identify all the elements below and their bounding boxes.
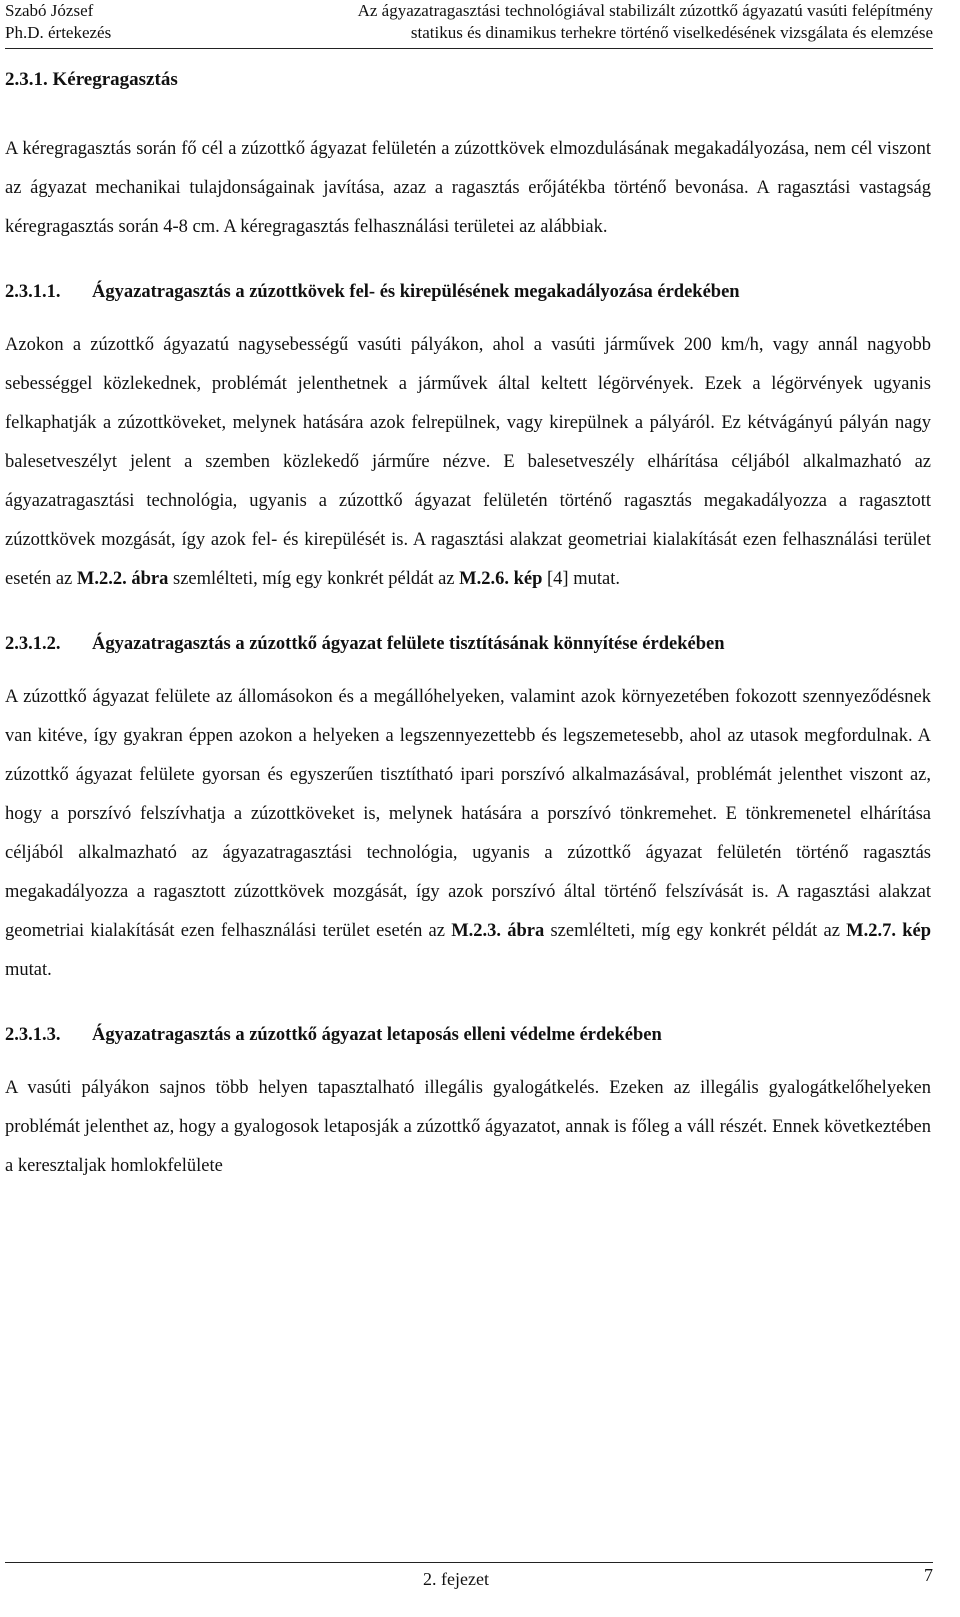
subsection-2-heading (5, 632, 931, 656)
subsection-2 (5, 632, 931, 990)
subsection-3-heading (5, 1023, 931, 1047)
page-header (5, 0, 933, 49)
footer-page-number: 7 (924, 1565, 933, 1585)
subsection-1-paragraph (5, 326, 931, 599)
subsection-3-paragraph: A vasúti pályákon sajnos több helyen tapasztalható illegális gyalogátkelés. Ezeken az illegális gyalogátkelőhelyeken problémát jelenthet az, hogy a gyalogosok letaposják a zúzottkő ágyazatot, annak is főleg a váll részét. Ennek következtében a keresztaljak homlokfelülete (5, 1078, 931, 1176)
subsection-1-number: 2.3.1.1. (5, 282, 61, 302)
subsection-1-ref-figure: M.2.2. ábra (76, 569, 169, 589)
subsection-3-title: Ágyazatragasztás a zúzottkő ágyazat letaposás elleni védelme érdekében (92, 1025, 662, 1045)
page-content (5, 68, 931, 1186)
subsection-1-title: Ágyazatragasztás a zúzottkövek fel- és kirepülésének megakadályozása érdekében (92, 282, 740, 302)
header-author: Szabó József (5, 1, 94, 20)
subsection-2-text-b: szemlélteti, míg egy konkrét példát az (544, 921, 847, 941)
subsection-1-text-b: szemlélteti, míg egy konkrét példát az (168, 569, 460, 589)
header-degree: Ph.D. értekezés (5, 23, 112, 42)
header-title-line2: statikus és dinamikus terhekre történő viselkedésének vizsgálata és elemzése (410, 23, 933, 42)
subsection-1 (5, 280, 931, 599)
header-left (5, 0, 111, 44)
subsection-3 (5, 1023, 931, 1186)
subsection-1-heading (5, 280, 931, 304)
header-right (358, 0, 933, 44)
section-heading: 2.3.1. Kéregragasztás (5, 69, 178, 90)
footer-chapter: 2. fejezet (423, 1569, 489, 1589)
subsection-1-text-a: Azokon a zúzottkő ágyazatú nagysebességű vasúti pályákon, ahol a vasúti járművek 200 km/h, vagy annál nagyobb sebességgel közlekednek, problémát jelenthetnek a járművek által keltett légörvények. Ezek a légörvények ugyanis felkaphatják a zúzottköveket, melynek hatására azok felrepülnek, vagy kirepülnek a pályáról. Ez kétvágányú pályán nagy balesetveszélyt jelent a szemben közlekedő járműre nézve. E balesetveszély elhárítása céljából alkalmazható az ágyazatragasztási technológia, ugyanis a zúzottkő ágyazat felületén történő ragasztás megakadályozza a ragasztott zúzottkövek mozgását, így azok fel- és kirepülését is. A ragasztási alakzat geometriai kialakítását ezen felhasználási terület esetén az (5, 335, 931, 589)
subsection-3-number: 2.3.1.3. (5, 1025, 61, 1045)
subsection-2-ref-photo: M.2.7. kép (846, 921, 931, 941)
subsection-2-text-a: A zúzottkő ágyazat felülete az állomásokon és a megállóhelyeken, valamint azok környezetében fokozott szennyeződésnek van kitéve, így gyakran éppen azokon a helyeken a legszennyezettebb és legszemetesebb, ahol az utasok megfordulnak. A zúzottkő ágyazat felülete gyorsan és egyszerűen tisztítható ipari porszívó alkalmazásával, problémát jelenthet viszont az, hogy a porszívó felszívhatja a zúzottköveket is, melynek hatására a porszívó tönkremehet. E tönkremenetel elhárítása céljából alkalmazható az ágyazatragasztási technológia, ugyanis a zúzottkő ágyazat felületén történő ragasztás megakadályozza a ragasztott zúzottkövek mozgását, így azok porszívó által történő felszívását is. A ragasztási alakzat geometriai kialakítását ezen felhasználási terület esetén az (5, 687, 931, 941)
page-footer (5, 1562, 933, 1589)
header-title-line1: Az ágyazatragasztási technológiával stabilizált zúzottkő ágyazatú vasúti felépítmény (357, 1, 933, 20)
subsection-1-text-c: [4] mutat. (542, 569, 620, 589)
subsection-1-ref-photo: M.2.6. kép (459, 569, 543, 589)
subsection-2-title: Ágyazatragasztás a zúzottkő ágyazat felülete tisztításának könnyítése érdekében (92, 634, 725, 654)
subsection-2-text-c: mutat. (5, 960, 52, 980)
subsection-2-number: 2.3.1.2. (5, 634, 61, 654)
subsection-2-paragraph (5, 678, 931, 990)
section-intro: A kéregragasztás során fő cél a zúzottkő ágyazat felületén a zúzottkövek elmozdulásának megakadályozása, nem cél viszont az ágyazat mechanikai tulajdonságainak javítása, azaz a ragasztás erőjátékba történő bevonása. A ragasztási vastagság kéregragasztás során 4-8 cm. A kéregragasztás felhasználási területei az alábbiak. (5, 139, 931, 237)
subsection-2-ref-figure: M.2.3. ábra (451, 921, 545, 941)
